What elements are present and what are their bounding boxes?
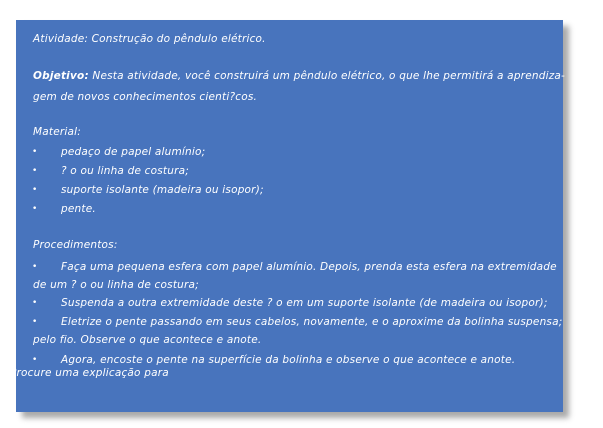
footer-text: Procure uma explicação para (10, 367, 169, 379)
material-item: ? o ou linha de costura; (61, 165, 189, 177)
procedure-step-3: Eletrize o pente passando em seus cabelos, novamente, e o aproxime da bolinha suspensa; (61, 316, 563, 328)
objective-line-1 (33, 69, 565, 83)
activity-title: Atividade: Construção do pêndulo elétrico. (33, 33, 266, 45)
materials-heading: Material: (33, 126, 81, 138)
objective-text-1: Nesta atividade, você construirá um pêndulo elétrico, o que lhe permitirá a aprendiza- (92, 70, 566, 82)
bullet-icon: • (32, 147, 38, 157)
activity-card (16, 20, 566, 412)
objective-label: Objetivo: (33, 70, 89, 82)
material-item: pedaço de papel alumínio; (61, 146, 206, 158)
material-item: pente. (61, 203, 96, 215)
bullet-icon: • (32, 262, 38, 272)
objective-text-2: gem de novos conhecimentos cienti?cos. (33, 91, 258, 103)
material-item: suporte isolante (madeira ou isopor); (61, 184, 264, 196)
procedure-step-1-continued: de um ? o ou linha de costura; (33, 279, 199, 291)
bullet-icon: • (32, 204, 38, 214)
bullet-icon: • (32, 185, 38, 195)
procedure-step-4: Agora, encoste o pente na superfície da bolinha e observe o que acontece e anote. (61, 354, 516, 366)
procedure-step-1: Faça uma pequena esfera com papel alumínio. Depois, prenda esta esfera na extremidade (61, 261, 557, 273)
procedure-step-3-continued: pelo fio. Observe o que acontece e anote. (33, 334, 262, 346)
bullet-icon: • (32, 317, 38, 327)
bullet-icon: • (32, 166, 38, 176)
procedures-heading: Procedimentos: (33, 239, 118, 251)
bullet-icon: • (32, 355, 38, 365)
procedure-step-2: Suspenda a outra extremidade deste ? o em um suporte isolante (de madeira ou isopor); (61, 297, 548, 309)
bullet-icon: • (32, 298, 38, 308)
